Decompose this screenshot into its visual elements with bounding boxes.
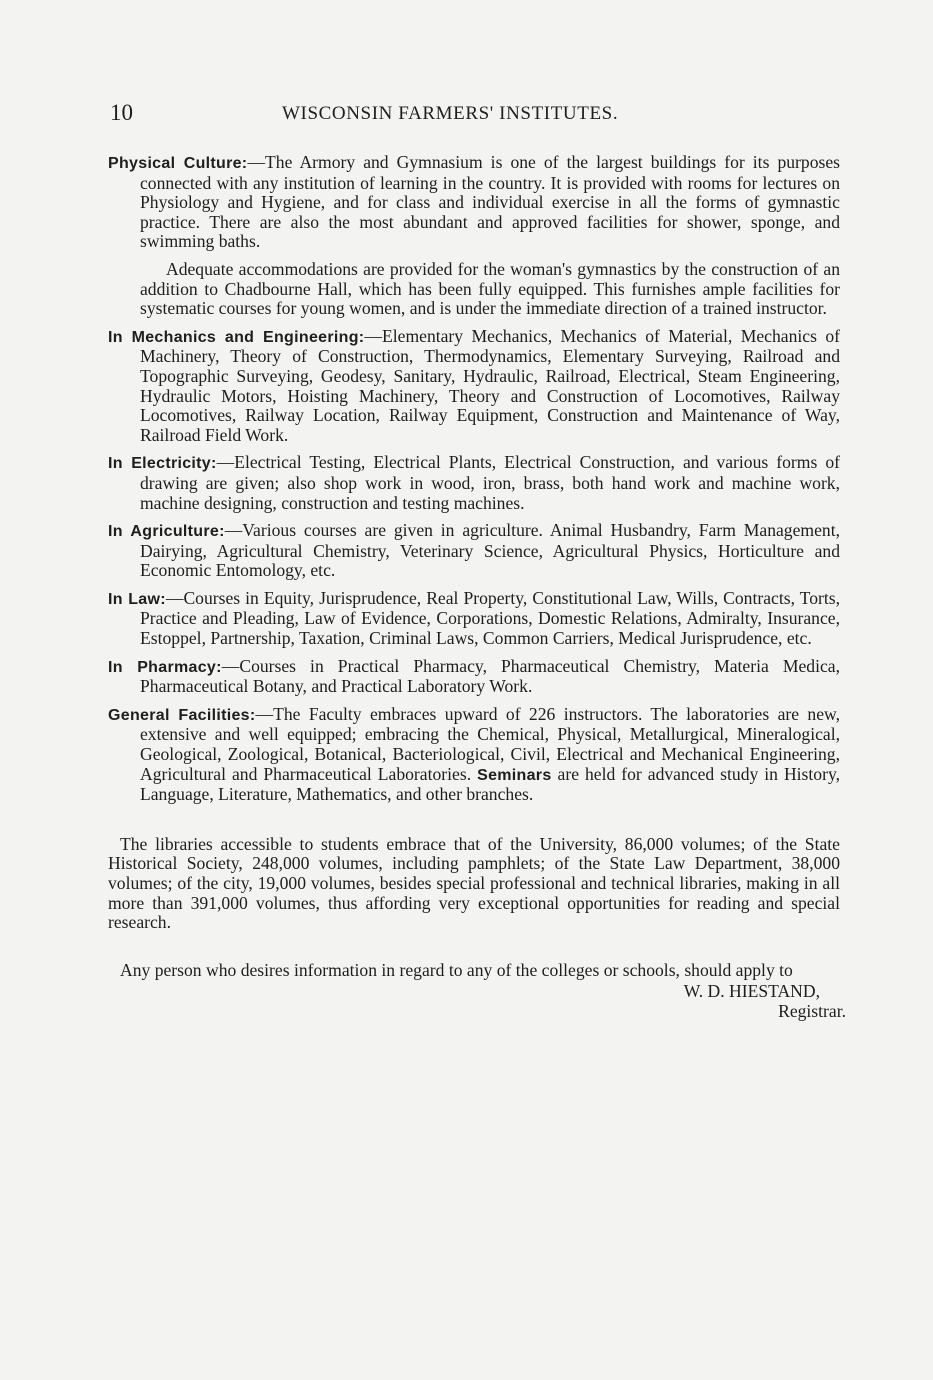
section-lead: In Electricity:: [108, 455, 217, 473]
section-mechanics-engineering: [108, 327, 840, 446]
section-text: —The Faculty embraces upward of 226 instructors. The laboratories are new, extensive and well equipped; embracing the Chemical, Physical, Metallurgical, Mineralogical, Geological, Zoological, Botanical, Bacteriological, Civil, Electrical and Mechanical Engineering, Agricultural and Pharmaceutical Laboratories.: [140, 703, 840, 784]
section-physical-culture: [108, 153, 840, 252]
section-general-facilities: [108, 705, 840, 805]
section-text: —Electrical Testing, Electrical Plants, Electrical Construction, and various forms of drawing are given; also shop work in wood, iron, brass, both hand work and machine work, machine designing, construction and testing machines.: [140, 452, 840, 513]
libraries-paragraph: The libraries accessible to students embrace that of the University, 86,000 volumes; of the State Historical Society, 248,000 volumes, including pamphlets; of the State Law Department, 38,000 volumes; of the city, 19,000 volumes, besides special professional and technical libraries, making in all more than 391,000 volumes, thus affording very exceptional opportunities for reading and special research.: [108, 833, 840, 933]
seminars-lead: Seminars: [477, 766, 552, 784]
page-body: [108, 152, 846, 1022]
closing-text: Any person who desires information in regard to any of the colleges or schools, should apply to: [120, 959, 793, 980]
section-text: —Various courses are given in agriculture. Animal Husbandry, Farm Management, Dairying, Agricultural Chemistry, Veterinary Science, Agricultural Physics, Horticulture and Economic Entomology, etc.: [140, 520, 840, 581]
section-lead: In Mechanics and Engineering:: [108, 328, 365, 346]
running-title: WISCONSIN FARMERS' INSTITUTES.: [282, 103, 619, 124]
page-number: 10: [110, 100, 133, 125]
section-text: —Elementary Mechanics, Mechanics of Material, Mechanics of Machinery, Theory of Construction, Thermodynamics, Elementary Surveying, Railroad and Topographic Surveying, Geodesy, Sanitary, Hydraulic, Railroad, Electrical, Steam Engineering, Hydraulic Motors, Hoisting Machinery, Theory and Construction of Locomotives, Railway Locomotives, Railway Location, Railway Equipment, Construction and Maintenance of Way, Railroad Field Work.: [140, 325, 841, 445]
section-agriculture: [108, 521, 840, 581]
page-header: [110, 100, 840, 130]
section-text: —The Armory and Gymnasium is one of the largest buildings for its purposes connected with any institution of learning in the country. It is provided with rooms for lectures on Physiology and Hygiene, and for class and individual exercise in all the forms of gymnastic practice. There are also the most abundant and approved facilities for shower, sponge, and swimming baths.: [140, 152, 841, 252]
section-lead: General Facilities:: [108, 706, 256, 724]
section-lead: In Agriculture:: [108, 523, 225, 541]
section-text: —Courses in Practical Pharmacy, Pharmaceutical Chemistry, Materia Medica, Pharmaceutical Botany, and Practical Laboratory Work.: [140, 655, 840, 697]
section-lead: In Law:: [108, 590, 166, 608]
physical-culture-continuation: Adequate accommodations are provided for the woman's gymnastics by the construction of an addition to Chadbourne Hall, which has been fully equipped. This furnishes ample facilities for systematic courses for young women, and is under the immediate direction of a trained instructor.: [140, 258, 840, 319]
section-pharmacy: [108, 657, 840, 697]
section-electricity: [108, 453, 840, 513]
signatory-title: Registrar.: [778, 1000, 846, 1021]
signatory-name: W. D. HIESTAND,: [683, 981, 820, 1002]
section-lead: In Pharmacy:: [108, 658, 222, 676]
section-text: —Courses in Equity, Jurisprudence, Real Property, Constitutional Law, Wills, Contracts, Torts, Practice and Pleading, Law of Evidence, Corporations, Domestic Relations, Admiralty, Insurance, Estoppel, Partnership, Taxation, Criminal Laws, Common Carriers, Medical Jurisprudence, etc.: [140, 587, 840, 649]
signature: [108, 981, 846, 1021]
section-lead: Physical Culture:: [108, 155, 248, 172]
closing-block: [108, 959, 846, 1022]
section-text-continued: are held for advanced study in History, Language, Literature, Mathematics, and other branches.: [140, 763, 841, 805]
section-law: [108, 589, 840, 649]
